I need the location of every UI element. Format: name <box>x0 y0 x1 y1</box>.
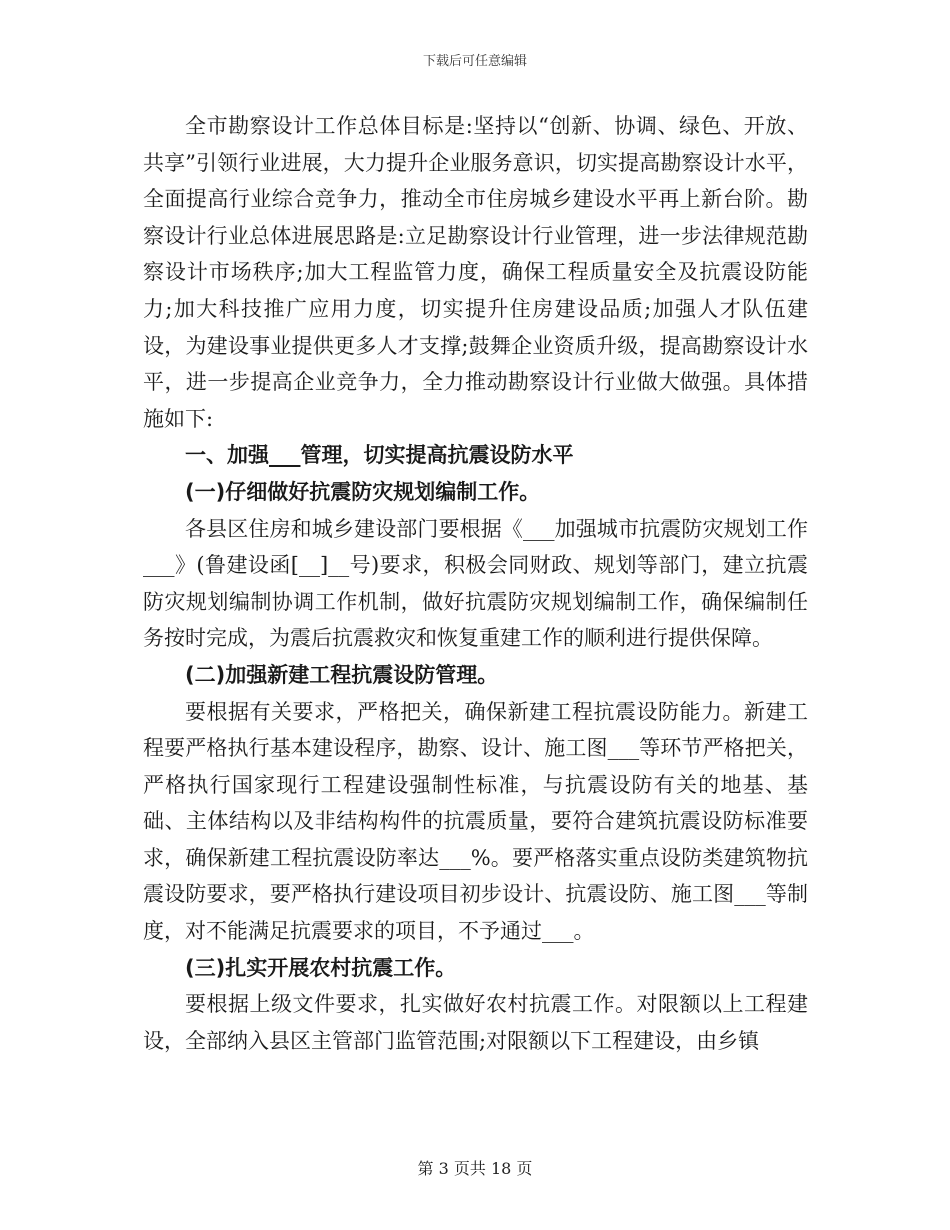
subsection-heading-1: (一)仔细做好抗震防灾规划编制工作。 <box>185 479 541 504</box>
paragraph-new-construction: 要根据有关要求，严格把关，确保新建工程抗震设防能力。新建工程要严格执行基本建设程序，勘察、设计、施工图___等环节严格把关，严格执行国家现行工程建设强制性标准，与抗震设防有关的地基、基础、主体结构以及非结构构件的抗震质量，要符合建筑抗震设防标准要求，确保新建工程抗震设防率达___%。要严格落实重点设防类建筑物抗震设防要求，要严格执行建设项目初步设计、抗震设防、施工图___等制度，对不能满足抗震要求的项目，不予通过___。 <box>143 699 808 944</box>
page-number: 第 3 页共 18 页 <box>417 1159 533 1178</box>
page-header: 下载后可任意编辑 <box>422 54 527 69</box>
paragraph-planning: 各县区住房和城乡建设部门要根据《___加强城市抗震防灾规划工作___》(鲁建设函[__]__号)要求，积极会同财政、规划等部门，建立抗震防灾规划编制协调工作机制，做好抗震防灾规划编制工作，确保编制任务按时完成，为震后抗震救灾和恢复重建工作的顺利进行提供保障。 <box>143 516 808 651</box>
subsection-heading-3: (三)扎实开展农村抗震工作。 <box>185 955 457 980</box>
paragraph-overall-goal: 全市勘察设计工作总体目标是:坚持以“创新、协调、绿色、开放、共享”引领行业进展，大力提升企业服务意识，切实提高勘察设计水平，全面提高行业综合竞争力，推动全市住房城乡建设水平再上新台阶。勘察设计行业总体进展思路是:立足勘察设计行业管理，进一步法律规范勘察设计市场秩序;加大工程监管力度，确保工程质量安全及抗震设防能力;加大科技推广应用力度，切实提升住房建设品质;加强人才队伍建设，为建设事业提供更多人才支撑;鼓舞企业资质升级，提高勘察设计水平，进一步提高企业竞争力，全力推动勘察设计行业做大做强。具体措施如下: <box>143 114 808 431</box>
subsection-heading-2: (二)加强新建工程抗震设防管理。 <box>185 662 499 687</box>
document-body <box>143 108 808 1059</box>
paragraph-rural: 要根据上级文件要求，扎实做好农村抗震工作。对限额以上工程建设，全部纳入县区主管部门监管范围;对限额以下工程建设，由乡镇 <box>143 992 808 1053</box>
section-heading-1: 一、加强___管理，切实提高抗震设防水平 <box>185 443 574 468</box>
